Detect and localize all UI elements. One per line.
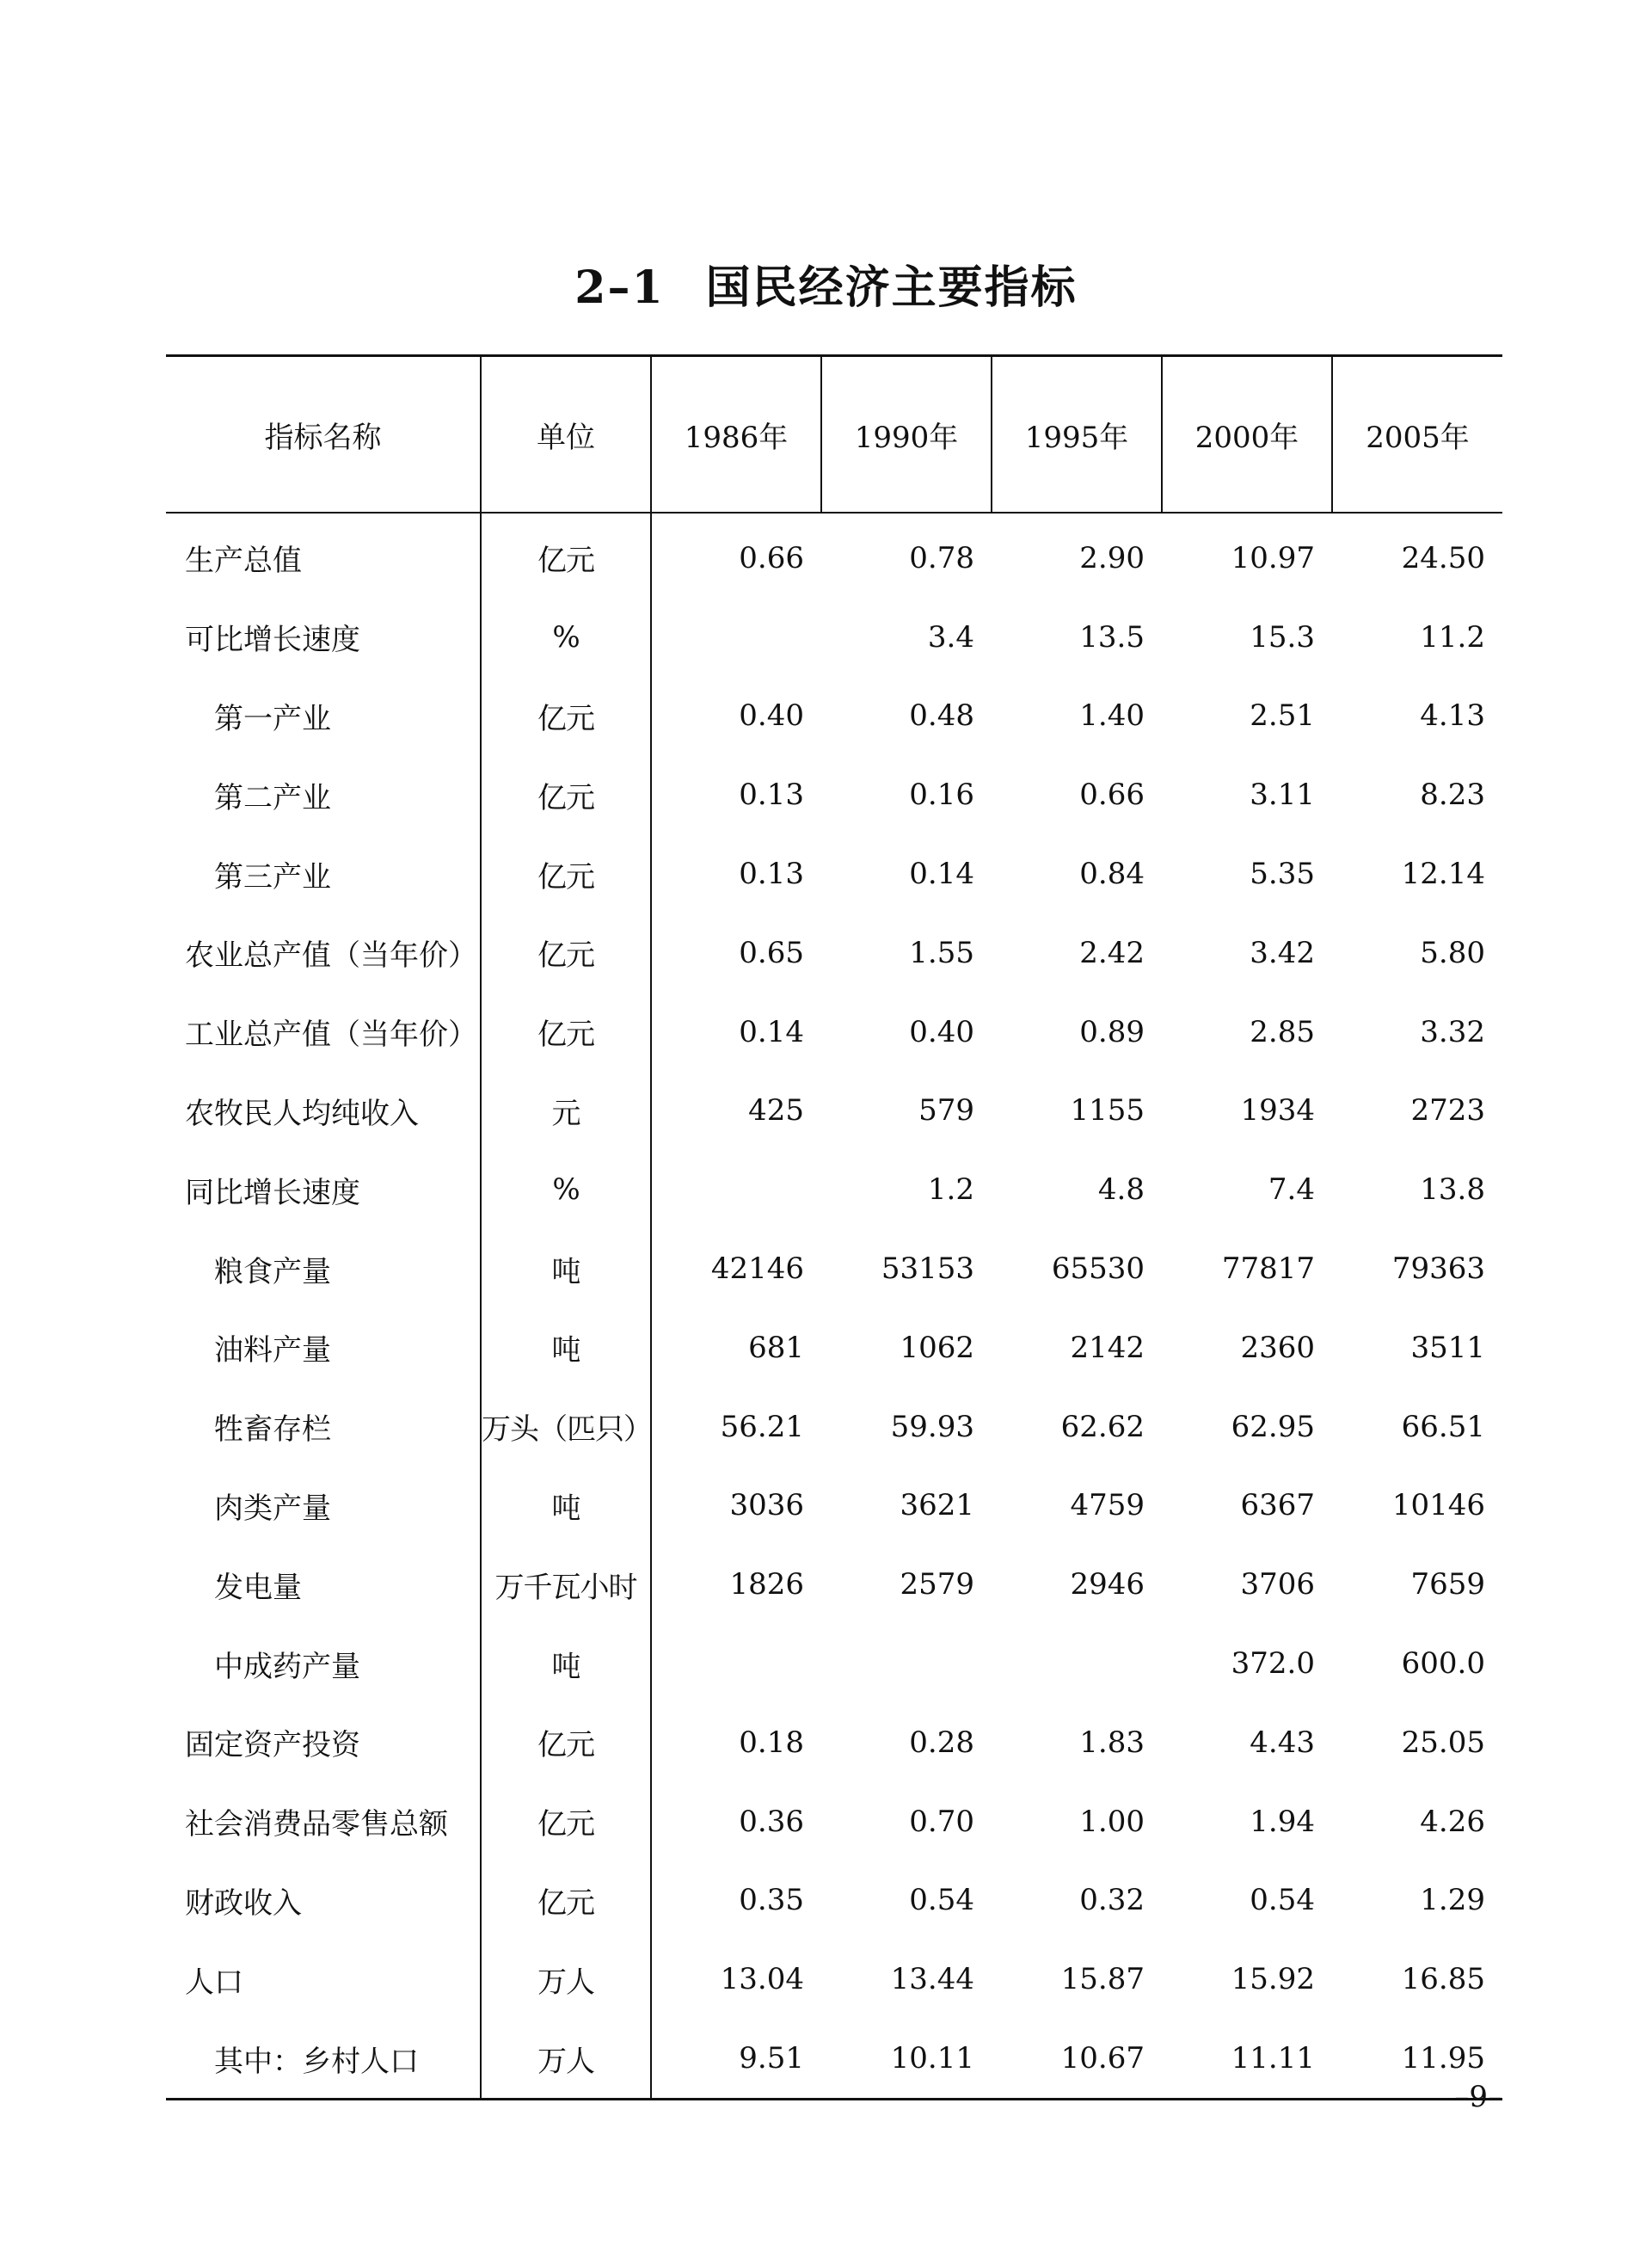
value-cell: 3706 [1240,1567,1315,1602]
indicator-unit: 亿元 [481,755,651,834]
value-cell: 3.4 [927,619,974,655]
table-row [166,1308,1502,1387]
value-cell: 5.35 [1250,857,1315,892]
indicator-name: 发电量 [214,1570,302,1605]
page-title [0,251,1652,316]
table-row [166,913,1502,993]
value-cell: 1.29 [1420,1883,1485,1918]
table-row [166,834,1502,913]
indicator-name: 牲畜存栏 [214,1412,331,1448]
value-cell: 11.2 [1420,619,1485,655]
value-cell: 10.97 [1231,540,1315,575]
value-cell: 0.36 [651,1782,821,1861]
value-cell: 4.43 [1250,1725,1315,1760]
value-cell: 10146 [1391,1488,1485,1523]
page-number: –9– [1454,2080,1502,2114]
indicator-unit: 吨 [481,1467,651,1546]
indicator-name: 工业总产值（当年价） [185,1018,477,1053]
indicator-unit: % [481,598,651,677]
value-cell: 6367 [1240,1488,1315,1523]
indicator-unit: 万千瓦小时 [481,1545,651,1624]
value-cell: 2579 [900,1567,974,1602]
table-number: 2–1 [574,261,665,314]
value-cell: 62.62 [1060,1409,1145,1444]
value-cell: 15.3 [1250,619,1315,655]
value-cell: 0.28 [909,1725,974,1760]
indicator-unit: 万头（匹只） [481,1387,651,1467]
indicator-name: 第二产业 [214,780,331,815]
indicator-unit: 吨 [481,1624,651,1703]
indicator-name: 油料产量 [214,1333,331,1368]
value-cell: 2946 [1070,1567,1145,1602]
value-cell: 0.66 [1079,778,1145,813]
indicator-name: 粮食产量 [214,1254,331,1289]
value-cell: 1155 [1070,1093,1145,1128]
table-row [166,1229,1502,1308]
indicator-unit: 亿元 [481,913,651,993]
table-row [166,993,1502,1072]
value-cell: 65530 [1051,1251,1145,1287]
value-cell: 0.66 [651,513,821,598]
value-cell: 59.93 [890,1409,974,1444]
value-cell: 11.11 [1231,2041,1315,2076]
value-cell: 3621 [900,1488,974,1523]
value-cell: 0.14 [909,857,974,892]
value-cell: 5.80 [1420,935,1485,970]
indicator-name: 肉类产量 [214,1491,331,1526]
indicator-unit: 亿元 [481,513,651,598]
value-cell: 681 [651,1308,821,1387]
indicator-unit: 万人 [481,2019,651,2099]
value-cell: 0.14 [651,993,821,1072]
value-cell: 2.85 [1250,1014,1315,1049]
table-row [166,1782,1502,1861]
value-cell: 7.4 [1268,1172,1315,1208]
indicator-unit: 亿元 [481,834,651,913]
value-cell: 42146 [651,1229,821,1308]
table-row [166,1467,1502,1546]
value-cell: 2142 [1070,1330,1145,1365]
table-row [166,677,1502,756]
table-row [166,513,1502,598]
value-cell: 2.42 [1079,935,1145,970]
value-cell: 8.23 [1420,778,1485,813]
value-cell [651,1150,821,1229]
table-row [166,2019,1502,2099]
value-cell [821,1624,992,1703]
value-cell: 0.32 [1079,1883,1145,1918]
value-cell: 77817 [1221,1251,1315,1287]
indicator-name: 固定资产投资 [185,1728,360,1763]
value-cell [651,598,821,677]
value-cell: 0.78 [909,540,974,575]
value-cell: 1.2 [927,1172,974,1208]
value-cell: 0.18 [651,1703,821,1782]
indicator-name: 财政收入 [185,1885,302,1921]
value-cell: 1.83 [1079,1725,1145,1760]
indicator-unit: 亿元 [481,1703,651,1782]
value-cell: 2723 [1410,1093,1485,1128]
value-cell: 4.26 [1420,1804,1485,1839]
table-row [166,1940,1502,2019]
value-cell: 1.40 [1079,698,1145,734]
value-cell: 1.55 [909,935,974,970]
value-cell: 0.40 [651,677,821,756]
indicator-name: 生产总值 [185,544,302,579]
table-row [166,1545,1502,1624]
indicator-unit: 亿元 [481,677,651,756]
value-cell: 3.32 [1420,1014,1485,1049]
value-cell: 0.89 [1079,1014,1145,1049]
value-cell: 7659 [1410,1567,1485,1602]
value-cell: 3.42 [1250,935,1315,970]
value-cell: 3036 [651,1467,821,1546]
value-cell: 9.51 [651,2019,821,2099]
value-cell: 0.40 [909,1014,974,1049]
value-cell: 15.92 [1231,1962,1315,1997]
value-cell: 1.94 [1250,1804,1315,1839]
indicator-unit: 吨 [481,1229,651,1308]
value-cell: 372.0 [1231,1646,1315,1682]
indicator-unit: 亿元 [481,1861,651,1940]
table-row [166,1703,1502,1782]
table-row [166,1150,1502,1229]
indicator-name: 农牧民人均纯收入 [185,1096,419,1131]
value-cell: 425 [651,1072,821,1151]
indicator-name: 人口 [185,1965,243,2000]
value-cell: 62.95 [1231,1409,1315,1444]
header-year-1986: 1986年 [651,356,821,514]
indicator-name: 第一产业 [214,701,331,736]
indicator-name: 农业总产值（当年价） [185,938,477,974]
value-cell: 0.35 [651,1861,821,1940]
indicator-unit: 亿元 [481,993,651,1072]
value-cell: 2360 [1240,1330,1315,1365]
indicator-unit: 亿元 [481,1782,651,1861]
table-row [166,598,1502,677]
value-cell: 13.8 [1420,1172,1485,1208]
value-cell: 579 [918,1093,974,1128]
value-cell: 25.05 [1401,1725,1485,1760]
value-cell: 13.44 [890,1962,974,1997]
header-indicator: 指标名称 [166,356,481,514]
value-cell: 1826 [651,1545,821,1624]
value-cell: 11.95 [1401,2041,1485,2076]
header-row [166,356,1502,514]
header-year-1990: 1990年 [821,356,992,514]
value-cell: 1934 [1240,1093,1315,1128]
indicator-name: 其中：乡村人口 [214,2044,419,2079]
indicator-unit: 元 [481,1072,651,1151]
value-cell: 10.67 [1060,2041,1145,2076]
value-cell: 0.54 [909,1883,974,1918]
value-cell: 66.51 [1401,1409,1485,1444]
value-cell: 600.0 [1401,1646,1485,1682]
table-body [166,513,1502,2099]
value-cell [651,1624,821,1703]
value-cell: 3.11 [1250,778,1315,813]
value-cell: 53153 [881,1251,974,1287]
table-row [166,1072,1502,1151]
table-row [166,1387,1502,1467]
value-cell: 0.84 [1079,857,1145,892]
value-cell: 15.87 [1060,1962,1145,1997]
value-cell: 0.70 [909,1804,974,1839]
indicator-name: 同比增长速度 [185,1175,360,1210]
table-row [166,1624,1502,1703]
value-cell: 13.04 [651,1940,821,2019]
value-cell: 4.13 [1420,698,1485,734]
value-cell: 3511 [1410,1330,1485,1365]
value-cell: 0.54 [1250,1883,1315,1918]
table-title: 国民经济主要指标 [705,261,1078,314]
value-cell: 24.50 [1401,540,1485,575]
value-cell: 1062 [900,1330,974,1365]
indicator-table [166,354,1502,2100]
indicator-unit: % [481,1150,651,1229]
indicator-name: 可比增长速度 [185,623,360,658]
table-row [166,755,1502,834]
indicator-name: 中成药产量 [214,1649,360,1684]
value-cell: 12.14 [1401,857,1485,892]
table-row [166,1861,1502,1940]
value-cell: 2.51 [1250,698,1315,734]
header-year-1995: 1995年 [992,356,1162,514]
value-cell: 79363 [1391,1251,1485,1287]
header-year-2005: 2005年 [1332,356,1502,514]
value-cell: 1.00 [1079,1804,1145,1839]
value-cell: 56.21 [651,1387,821,1467]
header-year-2000: 2000年 [1162,356,1332,514]
header-unit: 单位 [481,356,651,514]
value-cell: 4.8 [1097,1172,1145,1208]
value-cell: 0.16 [909,778,974,813]
value-cell [992,1624,1162,1703]
value-cell: 0.13 [651,755,821,834]
value-cell: 16.85 [1401,1962,1485,1997]
indicator-name: 社会消费品零售总额 [185,1807,448,1842]
value-cell: 0.48 [909,698,974,734]
value-cell: 2.90 [1079,540,1145,575]
indicator-unit: 吨 [481,1308,651,1387]
value-cell: 0.13 [651,834,821,913]
value-cell: 13.5 [1079,619,1145,655]
value-cell: 10.11 [890,2041,974,2076]
value-cell: 4759 [1070,1488,1145,1523]
value-cell: 0.65 [651,913,821,993]
indicator-name: 第三产业 [214,859,331,895]
indicator-unit: 万人 [481,1940,651,2019]
